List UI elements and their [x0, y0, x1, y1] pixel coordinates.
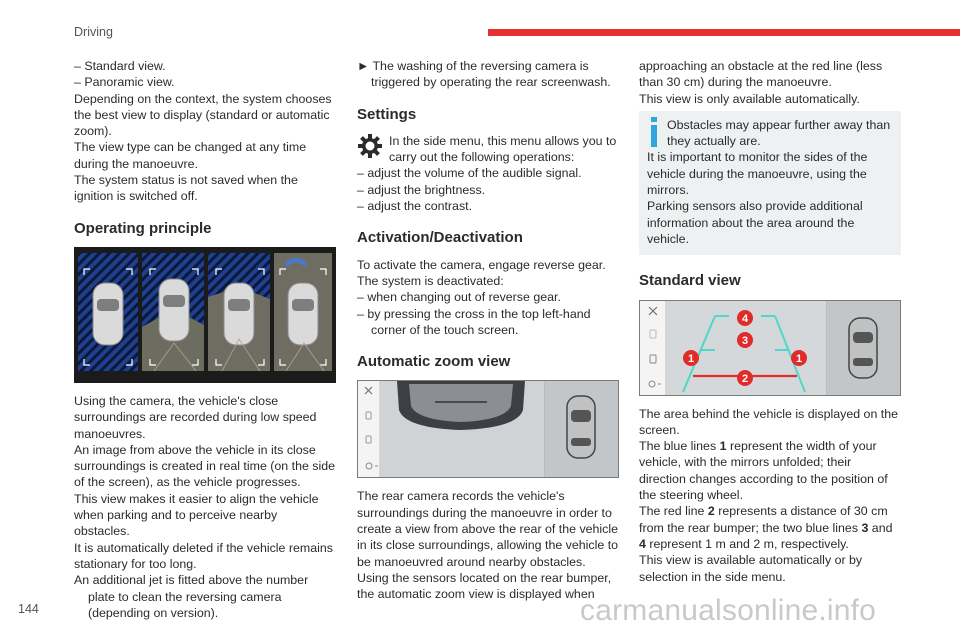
- paragraph: The system is deactivated:: [357, 273, 504, 288]
- list-item: – Standard view.: [74, 59, 166, 73]
- list-item: – adjust the contrast.: [357, 199, 473, 214]
- badge-1-left: 1: [687, 352, 695, 365]
- paragraph: [639, 503, 901, 552]
- list-item: – when changing out of reverse gear.: [357, 290, 561, 305]
- paragraph: The system status is not saved when the ignition is switched off.: [74, 173, 298, 204]
- paragraph: This view is only available automatically.: [639, 91, 860, 106]
- paragraph: approaching an obstacle at the red line (less than 30 cm) during the manoeuvre.: [639, 59, 883, 90]
- badge-2: 2: [741, 372, 749, 385]
- column-right: [639, 58, 901, 585]
- text-run: represent 1 m and 2 m, respectively.: [645, 536, 849, 551]
- automatic-zoom-figure: [357, 380, 619, 478]
- paragraph: Depending on the context, the system chooses the best view to display (standard or automatic zoom).: [74, 91, 332, 139]
- paragraph: The area behind the vehicle is displayed on the screen.: [639, 406, 898, 437]
- paragraph: To activate the camera, engage reverse gear.: [357, 257, 606, 272]
- header-section-title: Driving: [74, 25, 113, 39]
- list-item: – adjust the brightness.: [357, 182, 486, 197]
- heading-standard-view: Standard view: [639, 272, 741, 290]
- column-left: [74, 58, 336, 621]
- heading-operating-principle: Operating principle: [74, 219, 212, 237]
- text-run: represent the width of your vehicle, with the mirrors unfolded; their direction changes according to the position of the steering wheel.: [639, 439, 888, 503]
- operating-principle-figure: [74, 247, 336, 383]
- text-run: represents a distance of 30 cm from the rear bumper; the two blue lines: [639, 504, 888, 535]
- paragraph: In the side menu, this menu allows you to carry out the following operations:: [389, 133, 617, 165]
- text-run: and: [868, 520, 893, 535]
- heading-activation: Activation/Deactivation: [357, 229, 523, 247]
- paragraph: An additional jet is fitted above the number plate to clean the reversing camera (depending on version).: [74, 573, 309, 620]
- paragraph: Parking sensors also provide additional information about the area around the vehicle.: [647, 199, 863, 246]
- badge-3: 3: [741, 334, 749, 347]
- heading-automatic-zoom: Automatic zoom view: [357, 353, 511, 371]
- paragraph: The rear camera records the vehicle's surroundings during the manoeuvre in order to create a view from above the rear of the vehicle in its close surroundings, allowing the vehicle to be manoeuvred around nearby obstacles.: [357, 489, 619, 569]
- text-run: The blue lines: [639, 439, 720, 454]
- standard-view-figure: [639, 300, 901, 396]
- heading-settings: Settings: [357, 105, 417, 123]
- ref-number: 4: [639, 536, 646, 551]
- ref-number: 3: [861, 520, 869, 535]
- paragraph: ► The washing of the reversing camera is triggered by operating the rear screenwash.: [357, 59, 611, 90]
- list-item: – by pressing the cross in the top left-hand corner of the touch screen.: [357, 306, 591, 337]
- paragraph: Using the camera, the vehicle's close surroundings are recorded during low speed manoeuvres.: [74, 393, 317, 441]
- watermark: carmanualsonline.info: [580, 594, 877, 627]
- info-box: [639, 111, 901, 255]
- list-item: – Panoramic view.: [74, 75, 175, 90]
- header-accent-bar: [488, 29, 960, 36]
- badge-4: 4: [741, 312, 749, 325]
- info-icon: [647, 117, 661, 147]
- paragraph: This view makes it easier to align the vehicle when parking and to perceive nearby obstacles.: [74, 491, 319, 539]
- badge-1-right: 1: [795, 352, 803, 365]
- paragraph: This view is available automatically or by selection in the side menu.: [639, 553, 863, 584]
- gear-icon: [357, 133, 383, 159]
- settings-description: [357, 133, 619, 166]
- list-item: – adjust the volume of the audible signal.: [357, 166, 582, 181]
- ref-number: 1: [719, 439, 727, 454]
- column-middle: [357, 58, 619, 603]
- paragraph: It is important to monitor the sides of the vehicle during the manoeuvre, using the mirrors.: [647, 150, 868, 198]
- paragraph: Using the sensors located on the rear bumper, the automatic zoom view is displayed when: [357, 570, 612, 602]
- paragraph: The view type can be changed at any time during the manoeuvre.: [74, 140, 307, 171]
- paragraph: An image from above the vehicle in its close surroundings is created in real time (on the side of the screen), as the vehicle progresses.: [74, 442, 336, 490]
- page-number: 144: [18, 602, 39, 616]
- paragraph: [639, 438, 901, 503]
- ref-number: 2: [707, 504, 715, 519]
- text-run: The red line: [639, 504, 708, 519]
- paragraph: Obstacles may appear further away than they actually are.: [667, 117, 891, 149]
- paragraph: It is automatically deleted if the vehicle remains stationary for too long.: [74, 540, 333, 571]
